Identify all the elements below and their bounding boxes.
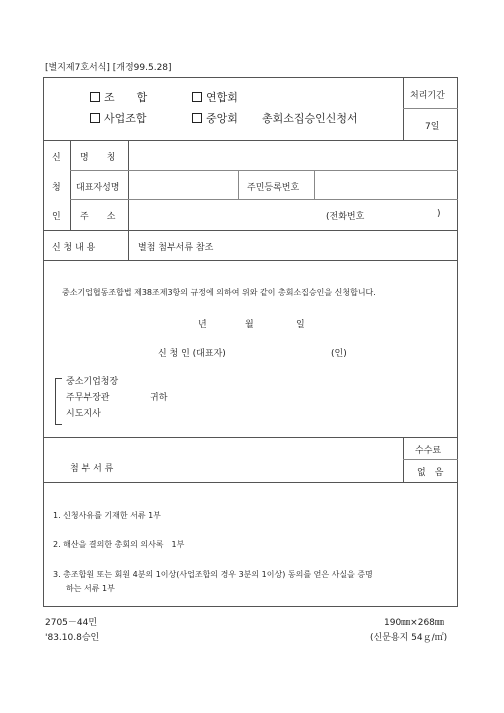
checkbox-icon[interactable] [90,92,100,102]
row-line-1 [70,170,458,171]
applicant-char-2: 청 [52,183,61,193]
option-central-association[interactable]: 중앙회 [192,110,238,126]
applicant-signature-line: 신 청 인 (대표자) [158,349,226,359]
fee-label: 수수료 [415,446,442,456]
processing-period-value: 7일 [425,122,440,132]
name-label: 명 칭 [80,153,116,163]
applicant-char-3: 인 [52,212,61,222]
applicant-bottom-line [43,230,458,231]
rep-divider [238,170,239,199]
processing-split [403,108,458,109]
applicant-label-divider [70,140,71,230]
attachment-item-3: 3. 총조합원 또는 회원 4분의 1이상(사업조합의 경우 3분의 1이상) 동의를 얻은 사실을 증명 [53,570,373,579]
date-year: 년 [198,320,207,330]
form-code: 2705－44민 [45,618,98,628]
paper-size: 190㎜×268㎜ [384,618,444,628]
body-bottom-line [43,437,458,438]
date-day: 일 [296,320,305,330]
attachment-item-2: 2. 해산을 결의한 총회의 의사록 1부 [53,540,185,549]
field-label-divider [128,140,129,260]
form-number: [별지제7호서식] [개정99.5.28] [45,63,172,73]
request-content-value: 별첨 첨부서류 참조 [138,243,214,253]
address-label: 주 소 [80,212,116,222]
attachments-label: 첨 부 서 류 [70,464,114,474]
checkbox-icon[interactable] [90,113,100,123]
fee-value: 없 음 [417,468,444,478]
option-federation[interactable]: 연합회 [192,89,238,105]
seal-mark: (인) [331,349,347,359]
approval-date: '83.10.8승인 [45,633,100,643]
request-content-label: 신 청 내 용 [52,243,96,253]
honorific: 귀하 [150,393,168,403]
recipient-minister: 주무부장관 [66,393,110,403]
date-month: 월 [245,320,254,330]
checkbox-icon[interactable] [192,92,202,102]
phone-close: ) [437,209,441,219]
applicant-char-1: 신 [52,153,61,163]
attachment-item-1: 1. 신청사유를 기재한 서류 1부 [53,511,161,520]
resident-divider [314,170,315,199]
recipient-sme-administrator: 중소기업청장 [66,377,119,387]
attachment-header-line [43,482,458,483]
phone-label: (전화번호 [326,212,365,222]
request-bottom-line [43,260,458,261]
recipient-bracket [55,378,62,425]
option-union[interactable]: 조 합 [90,89,147,105]
paper-type: (신문용지 54ｇ/㎡) [370,633,448,643]
title-bottom-line [43,140,458,141]
fee-split [403,459,458,460]
processing-period-label: 처리기간 [410,91,445,101]
attachment-item-3-cont: 하는 서류 1부 [66,584,115,593]
row-line-2 [70,199,458,200]
statement-text: 중소기업협동조합법 제38조제3항의 규정에 의하여 위와 같이 총회소집승인을 신청합니다. [62,288,376,297]
recipient-governor: 시도지사 [66,409,101,419]
representative-label: 대표자성명 [76,183,120,193]
resident-number-label: 주민등록번호 [247,183,300,193]
checkbox-icon[interactable] [192,113,202,123]
form-title: 총회소집승인신청서 [262,112,358,125]
option-business-union[interactable]: 사업조합 [90,110,147,126]
